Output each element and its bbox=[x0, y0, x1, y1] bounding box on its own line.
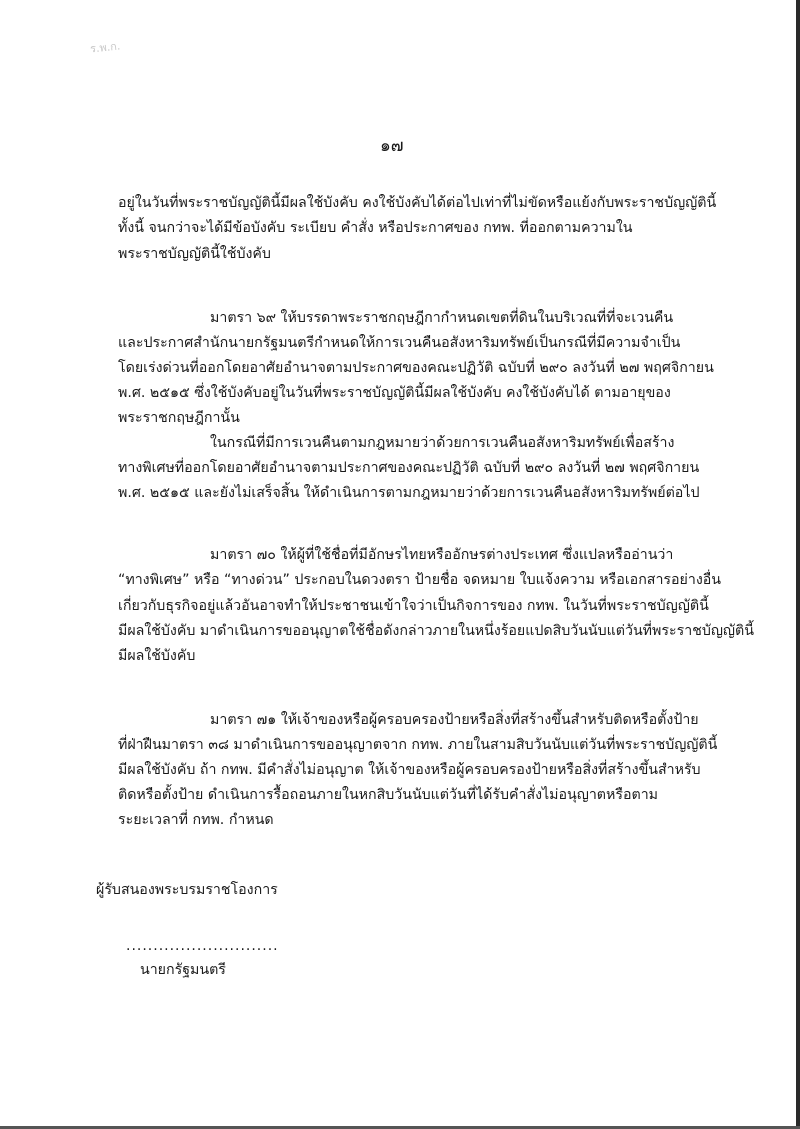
text-line: มีผลใช้บังคับ ถ้า กทพ. มีคำสั่งไม่อนุญาต ให้เจ้าของหรือผู้ครอบครองป้ายหรือสิ่งที่สร้างขึ้นสำหรับ bbox=[118, 762, 701, 778]
signatory-title: นายกรัฐมนตรี bbox=[140, 962, 226, 978]
text-line: ทั้งนี้ จนกว่าจะได้มีข้อบังคับ ระเบียบ คำสั่ง หรือประกาศของ กทพ. ที่ออกตามความใน bbox=[118, 220, 633, 236]
text-line: พระราชกฤษฎีกานั้น bbox=[118, 410, 240, 426]
text-line: มาตรา ๖๙ ให้บรรดาพระราชกฤษฎีกากำหนดเขตที่ดินในบริเวณที่ที่จะเวนคืน bbox=[210, 310, 674, 326]
text-line: ติดหรือตั้งป้าย ดำเนินการรื้อถอนภายในหกสิบวันนับแต่วันที่ได้รับคำสั่งไม่อนุญาตหรือตาม bbox=[118, 787, 659, 803]
countersign-line: ผู้รับสนองพระบรมราชโองการ bbox=[96, 882, 278, 898]
text-line: และประกาศสำนักนายกรัฐมนตรีกำหนดให้การเวนคืนอสังหาริมทรัพย์เป็นกรณีที่มีความจำเป็น bbox=[118, 335, 681, 351]
faint-stamp: ร.พ.ก. bbox=[89, 39, 121, 56]
text-line: ทางพิเศษที่ออกโดยอาศัยอำนาจตามประกาศของคณะปฏิวัติ ฉบับที่ ๒๙๐ ลงวันที่ ๒๗ พฤศจิกายน bbox=[118, 460, 700, 476]
text-line: พ.ศ. ๒๕๑๕ ซึ่งใช้บังคับอยู่ในวันที่พระราชบัญญัตินี้มีผลใช้บังคับ คงใช้บังคับได้ ตามอายุของ bbox=[118, 385, 671, 401]
text-line: เกี่ยวกับธุรกิจอยู่แล้วอันอาจทำให้ประชาชนเข้าใจว่าเป็นกิจการของ กทพ. ในวันที่พระราชบัญญัตินี้ bbox=[118, 598, 709, 614]
text-line: มีผลใช้บังคับ มาดำเนินการขออนุญาตใช้ชื่อดังกล่าวภายในหนึ่งร้อยแปดสิบวันนับแต่วันที่พระราชบัญญัตินี้ bbox=[118, 623, 754, 639]
text-line: พ.ศ. ๒๕๑๕ และยังไม่เสร็จสิ้น ให้ดำเนินการตามกฎหมายว่าด้วยการเวนคืนอสังหาริมทรัพย์ต่อไป bbox=[118, 485, 700, 501]
signature-dots: ............................ bbox=[126, 938, 279, 954]
page-number: ๑๗ bbox=[380, 136, 404, 156]
text-line: ที่ฝ่าฝืนมาตรา ๓๘ มาดำเนินการขออนุญาตจาก กทพ. ภายในสามสิบวันนับแต่วันที่พระราชบัญญัตินี้ bbox=[118, 737, 718, 753]
text-line: มาตรา ๗๐ ให้ผู้ที่ใช้ชื่อที่มีอักษรไทยหรืออักษรต่างประเทศ ซึ่งแปลหรืออ่านว่า bbox=[210, 547, 674, 563]
text-line: โดยเร่งด่วนที่ออกโดยอาศัยอำนาจตามประกาศของคณะปฏิวัติ ฉบับที่ ๒๙๐ ลงวันที่ ๒๗ พฤศจิกายน bbox=[118, 360, 714, 376]
text-line: “ทางพิเศษ” หรือ “ทางด่วน” ประกอบในดวงตรา ป้ายชื่อ จดหมาย ใบแจ้งความ หรือเอกสารอย่างอื่น bbox=[118, 572, 721, 588]
text-line: มาตรา ๗๑ ให้เจ้าของหรือผู้ครอบครองป้ายหรือสิ่งที่สร้างขึ้นสำหรับติดหรือตั้งป้าย bbox=[210, 712, 699, 728]
text-line: พระราชบัญญัตินี้ใช้บังคับ bbox=[118, 246, 271, 262]
text-line: อยู่ในวันที่พระราชบัญญัตินี้มีผลใช้บังคับ คงใช้บังคับได้ต่อไปเท่าที่ไม่ขัดหรือแย้งกับพระราชบัญญัตินี้ bbox=[118, 195, 717, 211]
text-line: ในกรณีที่มีการเวนคืนตามกฎหมายว่าด้วยการเวนคืนอสังหาริมทรัพย์เพื่อสร้าง bbox=[210, 435, 675, 451]
scan-edge-right bbox=[796, 0, 800, 1129]
text-line: มีผลใช้บังคับ bbox=[118, 648, 196, 664]
text-line: ระยะเวลาที่ กทพ. กำหนด bbox=[118, 812, 274, 828]
